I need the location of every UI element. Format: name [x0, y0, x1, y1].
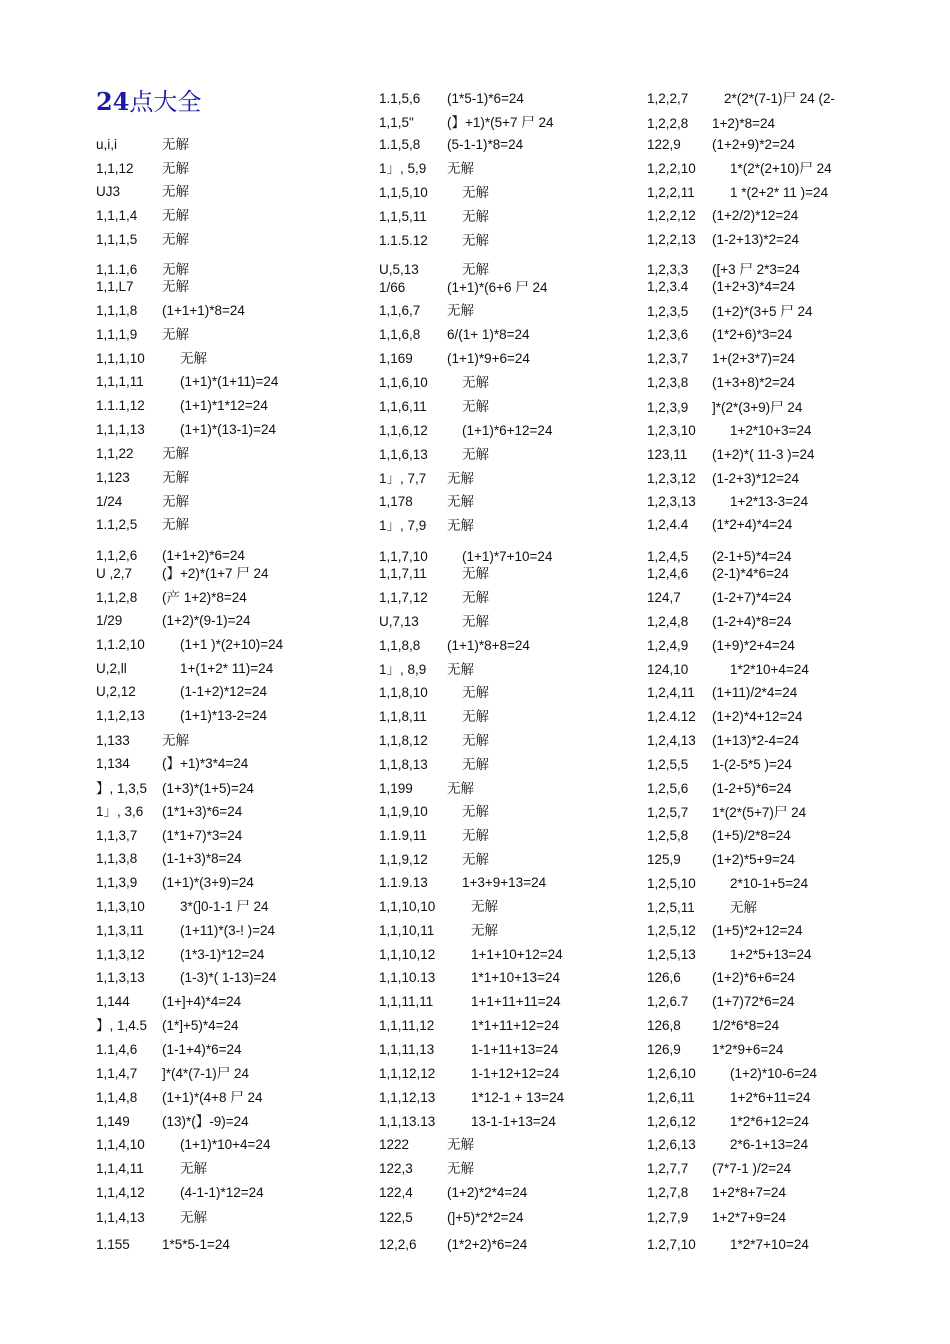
case-numbers: 1,1,6,7	[379, 303, 421, 318]
case-numbers: 1.1.1,12	[96, 398, 145, 413]
case-numbers: 1,2,4,8	[647, 614, 689, 629]
solution-expression: 1+2*7+9=24	[712, 1210, 786, 1225]
solution-expression: (1-2+7)*4=24	[712, 590, 792, 605]
case-numbers: 1,2,3,8	[647, 375, 689, 390]
case-numbers: 1.1,5,6	[379, 91, 421, 106]
solution-expression: (1+5)*2+12=24	[712, 923, 803, 938]
case-numbers: 1,1,3,9	[96, 875, 138, 890]
solution-expression: (1+1+2)*6=24	[162, 548, 245, 563]
solution-expression: (1-2+4)*8=24	[712, 614, 792, 629]
case-numbers: 1.2,7,10	[647, 1237, 696, 1252]
solution-expression: ]*(4*(7-1)尸 24	[162, 1066, 250, 1081]
solution-expression: (1+2)*6+6=24	[712, 970, 795, 985]
case-numbers: 1,1,6,11	[379, 399, 427, 414]
case-numbers: 1,2,5,7	[647, 805, 689, 820]
case-numbers: 1222	[379, 1137, 410, 1152]
case-numbers: 1,1,7,10	[379, 549, 428, 564]
case-numbers: 126,9	[647, 1042, 681, 1057]
case-numbers: 1,1,1,11	[96, 374, 144, 389]
case-numbers: 1,2,3,10	[647, 423, 696, 438]
case-numbers: 1.1,5,8	[379, 137, 421, 152]
case-numbers: 1.1.9.13	[379, 875, 428, 890]
solution-expression: ([+3 尸 2*3=24	[712, 262, 800, 277]
no-solution-label: 无解	[462, 590, 489, 606]
solution-expression: 1*12-1 + 13=24	[471, 1090, 565, 1105]
no-solution-label: 无解	[447, 781, 474, 797]
solution-expression: (1*2+6)*3=24	[712, 327, 793, 342]
no-solution-label: 无解	[462, 399, 489, 415]
solution-expression: (1+1)*(1+11)=24	[180, 374, 279, 389]
solution-expression: (1+3)*(1+5)=24	[162, 781, 254, 796]
solution-expression: 1*2*9+6=24	[712, 1042, 784, 1057]
no-solution-label: 无解	[162, 137, 189, 153]
solution-expression: (1+1)*(3+9)=24	[162, 875, 254, 890]
solution-expression: (1+1)*(4+8 尸 24	[162, 1090, 263, 1105]
case-numbers: 1,2,2,13	[647, 232, 696, 247]
case-numbers: 1,2.4.12	[647, 709, 696, 724]
case-numbers: 1」, 5,9	[379, 161, 427, 176]
solution-expression: 1+2*10+3=24	[730, 423, 812, 438]
solution-expression: (1+2+3)*4=24	[712, 279, 795, 294]
solution-expression: 1*2*6+12=24	[730, 1114, 809, 1129]
solution-expression: (1+11)*(3-! )=24	[180, 923, 276, 938]
case-numbers: 1,1,3,8	[96, 851, 138, 866]
solution-expression: (】+1)*3*4=24	[162, 756, 249, 771]
case-numbers: 1,169	[379, 351, 413, 366]
case-numbers: U,2,ll	[96, 661, 127, 676]
case-numbers: 1,2,6.7	[647, 994, 689, 1009]
case-numbers: 1,2,3.4	[647, 279, 689, 294]
case-numbers: 1,1,3,13	[96, 970, 145, 985]
case-numbers: 1.155	[96, 1237, 130, 1252]
case-numbers: 1,1,7,11	[379, 566, 427, 581]
solution-expression: 6/(1+ 1)*8=24	[447, 327, 530, 342]
case-numbers: 1,1,5"	[379, 115, 414, 130]
solution-expression: ]*(2*(3+9)尸 24	[712, 400, 803, 415]
case-numbers: 1,2,2,11	[647, 185, 695, 200]
no-solution-label: 无解	[162, 733, 189, 749]
case-numbers: 1,2,2,8	[647, 116, 689, 131]
no-solution-label: 无解	[180, 1210, 207, 1226]
case-numbers: 1,2,6,13	[647, 1137, 696, 1152]
case-numbers: 1,1,9,12	[379, 852, 428, 867]
no-solution-label: 无解	[462, 375, 489, 391]
no-solution-label: 无解	[162, 184, 189, 200]
case-numbers: 1,1,3,7	[96, 828, 138, 843]
case-numbers: 1,1,8,13	[379, 757, 428, 772]
solution-expression: 1*5*5-1=24	[162, 1237, 230, 1252]
case-numbers: 1,1,5,10	[379, 185, 428, 200]
case-numbers: 12,2,6	[379, 1237, 417, 1252]
solution-expression: 1*2*10+4=24	[730, 662, 809, 677]
solution-expression: 1*(2*(5+7)尸 24	[712, 805, 807, 820]
case-numbers: 1,2,7,7	[647, 1161, 689, 1176]
solution-expression: 1 *(2+2* 11 )=24	[730, 185, 829, 200]
solution-expression: (1+2)*2*4=24	[447, 1185, 528, 1200]
no-solution-label: 无解	[462, 566, 489, 582]
no-solution-label: 无解	[162, 262, 189, 278]
case-numbers: 1,2,5,5	[647, 757, 689, 772]
solution-expression: (1+13)*2-4=24	[712, 733, 800, 748]
case-numbers: 1,1,7,12	[379, 590, 428, 605]
case-numbers: UJ3	[96, 184, 121, 199]
solution-expression: (1-2+13)*2=24	[712, 232, 800, 247]
case-numbers: 1,2,6,11	[647, 1090, 695, 1105]
case-numbers: 1,1,1,10	[96, 351, 145, 366]
solution-expression: (1*3-1)*12=24	[180, 947, 265, 962]
solution-expression: (1*1+3)*6=24	[162, 804, 243, 819]
case-numbers: 1,1,6,10	[379, 375, 428, 390]
solution-expression: (1+1)*7+10=24	[462, 549, 553, 564]
no-solution-label: 无解	[162, 446, 189, 462]
solution-expression: 1-1+11+13=24	[471, 1042, 559, 1057]
solution-expression: 2*6-1+13=24	[730, 1137, 809, 1152]
no-solution-label: 无解	[462, 804, 489, 820]
case-numbers: 1/66	[379, 280, 406, 295]
solution-expression: 1+(1+2* 11)=24	[180, 661, 274, 676]
solution-expression: (1-1+2)*12=24	[180, 684, 268, 699]
no-solution-label: 无解	[447, 518, 474, 534]
solution-expression: 1*(2*(2+10)尸 24	[730, 161, 832, 176]
solution-expression: 1+(2+3*7)=24	[712, 351, 795, 366]
no-solution-label: 无解	[180, 351, 207, 367]
no-solution-label: 无解	[162, 208, 189, 224]
case-numbers: 1,134	[96, 756, 130, 771]
no-solution-label: 无解	[447, 161, 474, 177]
case-numbers: 1,1,8,11	[379, 709, 427, 724]
case-numbers: 1,1,6,8	[379, 327, 421, 342]
solution-expression: 1*1+10+13=24	[471, 970, 560, 985]
solution-expression: (7*7-1 )/2=24	[712, 1161, 792, 1176]
case-numbers: 1,1,6,12	[379, 423, 428, 438]
case-numbers: 1,2,2,12	[647, 208, 696, 223]
solution-expression: (产 1+2)*8=24	[162, 590, 247, 605]
case-numbers: 1,1,10,10	[379, 899, 436, 914]
no-solution-label: 无解	[447, 494, 474, 510]
no-solution-label: 无解	[447, 662, 474, 678]
case-numbers: 1,2,5,11	[647, 900, 695, 915]
solution-expression: 1+1+11+11=24	[471, 994, 561, 1009]
solution-expression: 1/2*6*8=24	[712, 1018, 780, 1033]
solution-expression: 2*10-1+5=24	[730, 876, 809, 891]
no-solution-label: 无解	[462, 233, 489, 249]
solution-expression: 1+2*5+13=24	[730, 947, 812, 962]
case-numbers: 1,1,10,12	[379, 947, 436, 962]
case-numbers: 】, 1,3,5	[96, 781, 148, 796]
case-numbers: 1,1,6,13	[379, 447, 428, 462]
case-numbers: 1,2,2,7	[647, 91, 689, 106]
no-solution-label: 无解	[447, 1161, 474, 1177]
case-numbers: 1,149	[96, 1114, 130, 1129]
solution-expression: 13-1-1+13=24	[471, 1114, 556, 1129]
case-numbers: U ,2,7	[96, 566, 133, 581]
case-numbers: 1,1.1,6	[96, 262, 138, 277]
solution-expression: 1+3+9+13=24	[462, 875, 547, 890]
no-solution-label: 无解	[162, 232, 189, 248]
case-numbers: 122,5	[379, 1210, 413, 1225]
case-numbers: 1,199	[379, 781, 413, 796]
solution-expression: (1+]+4)*4=24	[162, 994, 242, 1009]
case-numbers: 1.1,2,5	[96, 517, 138, 532]
case-numbers: 1.1.5.12	[379, 233, 428, 248]
case-numbers: 1,1,1,4	[96, 208, 138, 223]
case-numbers: U,5,13	[379, 262, 419, 277]
case-numbers: 1/29	[96, 613, 123, 628]
case-numbers: 1,1,8,12	[379, 733, 428, 748]
case-numbers: 1,2,4,5	[647, 549, 689, 564]
case-numbers: 1.1,4,6	[96, 1042, 138, 1057]
case-numbers: 1,1,3,11	[96, 923, 144, 938]
case-numbers: 1,1,13.13	[379, 1114, 436, 1129]
solution-expression: (13)*(】-9)=24	[162, 1114, 249, 1129]
solution-expression: (1+1+1)*8=24	[162, 303, 245, 318]
case-numbers: 1,1,4,7	[96, 1066, 138, 1081]
solution-expression: (1+2)*(9-1)=24	[162, 613, 251, 628]
no-solution-label: 无解	[462, 262, 489, 278]
case-numbers: 1,2,7,8	[647, 1185, 689, 1200]
case-numbers: 1,1,4,13	[96, 1210, 145, 1225]
case-numbers: 122,4	[379, 1185, 413, 1200]
no-solution-label: 无解	[162, 517, 189, 533]
case-numbers: 1,1,22	[96, 446, 134, 461]
solution-expression: (4-1-1)*12=24	[180, 1185, 264, 1200]
case-numbers: 122,9	[647, 137, 681, 152]
case-numbers: 122,3	[379, 1161, 413, 1176]
case-numbers: 1,1,1,13	[96, 422, 145, 437]
case-numbers: 1,144	[96, 994, 130, 1009]
solution-expression: (1+5)/2*8=24	[712, 828, 791, 843]
case-numbers: 1,1,4,11	[96, 1161, 144, 1176]
no-solution-label: 无解	[162, 327, 189, 343]
case-numbers: 1,1,12,12	[379, 1066, 436, 1081]
solution-expression: (1+1)*(13-1)=24	[180, 422, 277, 437]
case-numbers: 1,1,5,11	[379, 209, 427, 224]
case-numbers: 124,7	[647, 590, 681, 605]
case-numbers: U,2,12	[96, 684, 136, 699]
solution-expression: (1-2+5)*6=24	[712, 781, 792, 796]
solution-expression: 1-1+12+12=24	[471, 1066, 560, 1081]
case-numbers: 1,2,2,10	[647, 161, 696, 176]
solution-expression: (1-3)*( 1-13)=24	[180, 970, 277, 985]
case-numbers: u,i,i	[96, 137, 118, 152]
case-numbers: 1,1,11,11	[379, 994, 434, 1009]
case-numbers: 1,1,4,10	[96, 1137, 145, 1152]
case-numbers: 1,2,4,11	[647, 685, 695, 700]
solution-expression: (1+9)*2+4=24	[712, 638, 795, 653]
case-numbers: 1,2,3,9	[647, 400, 689, 415]
solution-expression: (1+11)/2*4=24	[712, 685, 798, 700]
solution-expression: (1+2)*10-6=24	[730, 1066, 818, 1081]
case-numbers: 1,1,12,13	[379, 1090, 436, 1105]
solution-expression: 1+2)*8=24	[712, 116, 776, 131]
case-numbers: 1,1,1,9	[96, 327, 138, 342]
case-numbers: 1,1,8,10	[379, 685, 428, 700]
solution-expression: (1+2)*( 11-3 )=24	[712, 447, 815, 462]
case-numbers: 1,1,4,8	[96, 1090, 138, 1105]
solution-expression: (1+2/2)*12=24	[712, 208, 799, 223]
case-numbers: 1」, 8,9	[379, 662, 427, 677]
case-numbers: 1,2,4,6	[647, 566, 689, 581]
case-numbers: 1」, 3,6	[96, 804, 144, 819]
case-numbers: 1,2,6,12	[647, 1114, 696, 1129]
solution-expression: (1-2+3)*12=24	[712, 471, 800, 486]
case-numbers: 1,1,3,10	[96, 899, 145, 914]
solution-expression: (1+2+9)*2=24	[712, 137, 795, 152]
title-text: 点大全	[129, 88, 202, 116]
case-numbers: 1,1,2,8	[96, 590, 138, 605]
solution-expression: (】+2)*(1+7 尸 24	[162, 566, 269, 581]
no-solution-label: 无解	[462, 614, 489, 630]
solution-expression: 1+2*13-3=24	[730, 494, 809, 509]
case-numbers: 1,1,8,8	[379, 638, 421, 653]
no-solution-label: 无解	[162, 279, 189, 295]
case-numbers: 1,1,2,6	[96, 548, 138, 563]
no-solution-label: 无解	[462, 185, 489, 201]
solution-expression: (]+5)*2*2=24	[447, 1210, 524, 1225]
case-numbers: 126,6	[647, 970, 681, 985]
case-numbers: 1,2,5,12	[647, 923, 696, 938]
case-numbers: 1,1,4,12	[96, 1185, 145, 1200]
solution-expression: (1+3+8)*2=24	[712, 375, 795, 390]
case-numbers: 125,9	[647, 852, 681, 867]
solution-expression: 1+2*6+11=24	[730, 1090, 811, 1105]
solution-expression: (2-1)*4*6=24	[712, 566, 789, 581]
solution-expression: (2-1+5)*4=24	[712, 549, 792, 564]
no-solution-label: 无解	[730, 900, 757, 916]
solution-expression: (1+1)*8+8=24	[447, 638, 530, 653]
case-numbers: 1,2,5,13	[647, 947, 696, 962]
case-numbers: 1,2,6,10	[647, 1066, 696, 1081]
solution-expression: (5-1-1)*8=24	[447, 137, 524, 152]
case-numbers: 1,1.2,10	[96, 637, 145, 652]
solution-expression: 3*(]0-1-1 尸 24	[180, 899, 269, 914]
solution-expression: (1+1)*10+4=24	[180, 1137, 271, 1152]
case-numbers: 1,1,12	[96, 161, 134, 176]
case-numbers: 1,2,5,6	[647, 781, 689, 796]
case-numbers: 1,1,3,12	[96, 947, 145, 962]
case-numbers: 1,2,7,9	[647, 1210, 689, 1225]
solution-expression: (1*2+2)*6=24	[447, 1237, 528, 1252]
case-numbers: 1,2,3,12	[647, 471, 696, 486]
solution-expression: (1*1+7)*3=24	[162, 828, 243, 843]
solution-expression: 1*1+11+12=24	[471, 1018, 559, 1033]
solution-expression: (1*]+5)*4=24	[162, 1018, 239, 1033]
case-numbers: 1,1,2,13	[96, 708, 145, 723]
solution-expression: 2*(2*(7-1)尸 24 (2-	[724, 91, 836, 106]
case-numbers: 1,2,4.4	[647, 517, 689, 532]
case-numbers: 1」, 7,9	[379, 518, 427, 533]
solution-expression: (1-1+4)*6=24	[162, 1042, 242, 1057]
no-solution-label: 无解	[462, 209, 489, 225]
case-numbers: 1,2,3,6	[647, 327, 689, 342]
case-numbers: 126,8	[647, 1018, 681, 1033]
case-numbers: 1,1,1,8	[96, 303, 138, 318]
case-numbers: 123,11	[647, 447, 688, 462]
no-solution-label: 无解	[447, 303, 474, 319]
solution-expression: (】+1)*(5+7 尸 24	[447, 115, 554, 130]
no-solution-label: 无解	[471, 899, 498, 915]
solution-expression: (1*2+4)*4=24	[712, 517, 793, 532]
no-solution-label: 无解	[462, 447, 489, 463]
no-solution-label: 无解	[462, 685, 489, 701]
case-numbers: 1.1.9,11	[379, 828, 427, 843]
case-numbers: 1,2,3,3	[647, 262, 689, 277]
solution-expression: (1+2)*5+9=24	[712, 852, 795, 867]
solution-expression: (1+2)*4+12=24	[712, 709, 803, 724]
solution-expression: (1+1)*9+6=24	[447, 351, 530, 366]
case-numbers: 1,2,4,9	[647, 638, 689, 653]
case-numbers: 1,1,1,5	[96, 232, 138, 247]
case-numbers: 1,123	[96, 470, 130, 485]
no-solution-label: 无解	[162, 494, 189, 510]
no-solution-label: 无解	[462, 852, 489, 868]
solution-expression: (1+1)*6+12=24	[462, 423, 553, 438]
solution-expression: (1+2)*(3+5 尸 24	[712, 304, 813, 319]
solution-expression: 1+2*8+7=24	[712, 1185, 786, 1200]
case-numbers: 1,178	[379, 494, 413, 509]
no-solution-label: 无解	[462, 733, 489, 749]
no-solution-label: 无解	[180, 1161, 207, 1177]
solution-expression: (1-1+3)*8=24	[162, 851, 242, 866]
case-numbers: 1/24	[96, 494, 123, 509]
case-numbers: 1,1,10,11	[379, 923, 435, 938]
solution-expression: 1+1+10+12=24	[471, 947, 563, 962]
solution-expression: (1*5-1)*6=24	[447, 91, 524, 106]
case-numbers: 】, 1,4.5	[96, 1018, 148, 1033]
solution-expression: 1-(2-5*5 )=24	[712, 757, 792, 772]
solution-expression: (1+7)72*6=24	[712, 994, 795, 1009]
no-solution-label: 无解	[471, 923, 498, 939]
solution-expression: 1*2*7+10=24	[730, 1237, 809, 1252]
case-numbers: 1,2,3,13	[647, 494, 696, 509]
case-numbers: 1,133	[96, 733, 130, 748]
no-solution-label: 无解	[162, 470, 189, 486]
solution-expression: (1+1)*13-2=24	[180, 708, 268, 723]
no-solution-label: 无解	[462, 828, 489, 844]
case-numbers: 1,2,3,7	[647, 351, 689, 366]
no-solution-label: 无解	[447, 471, 474, 487]
case-numbers: 1,2,5,10	[647, 876, 696, 891]
case-numbers: 1,1,L7	[96, 279, 134, 294]
case-numbers: 1,1,11,13	[379, 1042, 435, 1057]
no-solution-label: 无解	[447, 1137, 474, 1153]
no-solution-label: 无解	[162, 161, 189, 177]
case-numbers: 124,10	[647, 662, 689, 677]
solution-expression: (1+1)*1*12=24	[180, 398, 268, 413]
case-numbers: 1,1,10.13	[379, 970, 436, 985]
no-solution-label: 无解	[462, 709, 489, 725]
case-numbers: 1,1,11,12	[379, 1018, 435, 1033]
solution-expression: (1+1)*(6+6 尸 24	[447, 280, 548, 295]
case-numbers: 1,2,4,13	[647, 733, 696, 748]
case-numbers: 1,2,3,5	[647, 304, 689, 319]
title-number: 24	[96, 87, 130, 116]
case-numbers: 1,2,5,8	[647, 828, 689, 843]
no-solution-label: 无解	[462, 757, 489, 773]
case-numbers: U,7,13	[379, 614, 419, 629]
solution-expression: (1+1 )*(2+10)=24	[180, 637, 284, 652]
case-numbers: 1,1,9,10	[379, 804, 428, 819]
case-numbers: 1」, 7,7	[379, 471, 427, 486]
